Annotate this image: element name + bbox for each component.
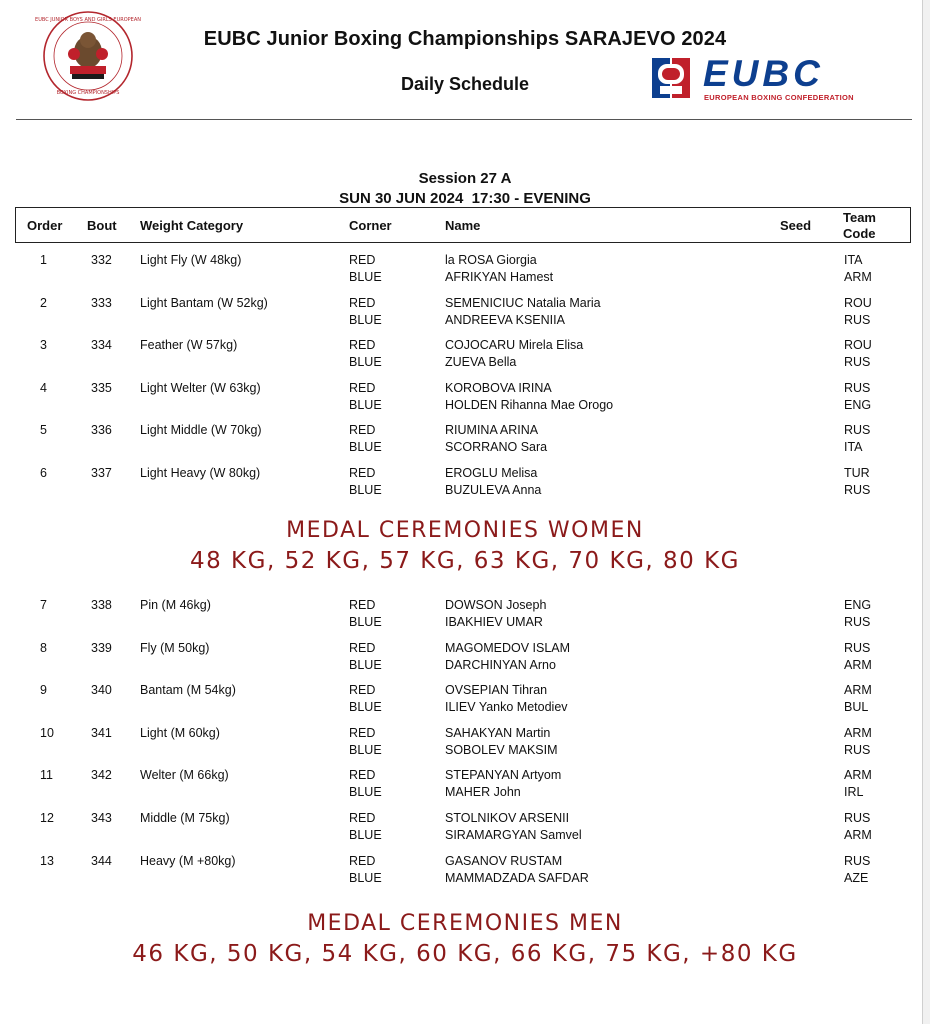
bout-row (0, 466, 930, 500)
bout-row (0, 296, 930, 330)
bout-order: 6 (40, 466, 47, 480)
blue-boxer-name: IBAKHIEV UMAR (445, 615, 543, 629)
svg-text:EUBC JUNIOR BOYS AND GIRLS EUR: EUBC JUNIOR BOYS AND GIRLS EUROPEAN (35, 17, 141, 23)
red-corner: RED (349, 853, 376, 868)
eubc-tagline: EUROPEAN BOXING CONFEDERATION (704, 93, 854, 102)
red-team-code: ROU (844, 295, 872, 310)
blue-team-code: RUS (844, 312, 871, 327)
bout-order: 12 (40, 811, 54, 825)
red-boxer-name: COJOCARU Mirela Elisa (445, 338, 584, 353)
weight-category: Light Bantam (W 52kg) (140, 295, 268, 310)
red-boxer-name: SAHAKYAN Martin (445, 725, 551, 740)
blue-corner: BLUE (349, 870, 382, 885)
bout-number: 344 (91, 853, 112, 868)
weight-category: Welter (M 66kg) (140, 768, 229, 783)
bout-order: 4 (40, 380, 47, 395)
blue-corner: BLUE (349, 742, 382, 757)
weight-category: Light Fly (W 48kg) (140, 253, 242, 267)
page-subtitle: Daily Schedule (400, 74, 530, 94)
blue-corner: BLUE (349, 397, 382, 412)
blue-corner: BLUE (349, 657, 382, 672)
svg-text:BOXING CHAMPIONSHIPS: BOXING CHAMPIONSHIPS (56, 90, 120, 96)
medal-men-classes: 46 KG, 50 KG, 54 KG, 60 KG, 66 KG, 75 KG, +80 KG (132, 941, 798, 967)
medal-women-classes: 48 KG, 52 KG, 57 KG, 63 KG, 70 KG, 80 KG (189, 548, 740, 574)
col-bout: Bout (87, 218, 117, 233)
bout-number: 336 (91, 423, 112, 438)
bout-row (0, 381, 930, 415)
weight-category: Light Heavy (W 80kg) (140, 466, 261, 480)
bout-order: 5 (40, 423, 47, 438)
blue-corner: BLUE (349, 270, 382, 284)
red-team-code: ARM (844, 768, 872, 783)
blue-boxer-name: BUZULEVA Anna (445, 483, 542, 497)
eubc-logo (652, 53, 914, 104)
bout-number: 340 (91, 683, 112, 698)
blue-corner: BLUE (349, 785, 382, 800)
red-boxer-name: SEMENICIUC Natalia Maria (445, 295, 601, 310)
red-boxer-name: STEPANYAN Artyom (445, 768, 562, 783)
bout-number: 335 (91, 380, 112, 395)
bout-row (0, 683, 930, 717)
red-corner: RED (349, 295, 376, 310)
blue-team-code: ENG (844, 397, 872, 412)
bout-order: 13 (40, 853, 54, 868)
bout-row (0, 338, 930, 372)
red-team-code: RUS (844, 853, 871, 868)
weight-category: Pin (M 46kg) (140, 598, 211, 612)
red-corner: RED (349, 683, 376, 698)
bout-number: 332 (91, 253, 112, 267)
col-corner: Corner (349, 218, 392, 233)
red-boxer-name: KOROBOVA IRINA (445, 380, 552, 395)
red-team-code: TUR (844, 466, 870, 480)
bout-number: 338 (91, 598, 112, 612)
bout-order: 10 (40, 725, 54, 740)
session-datetime: SUN 30 JUN 2024 17:30 - EVENING (339, 190, 591, 207)
red-boxer-name: DOWSON Joseph (445, 598, 547, 612)
weight-category: Light Middle (W 70kg) (140, 423, 262, 438)
red-team-code: ROU (844, 338, 872, 353)
red-team-code: ITA (844, 253, 863, 267)
red-team-code: ARM (844, 683, 872, 698)
blue-team-code: ITA (844, 440, 863, 455)
blue-boxer-name: ZUEVA Bella (445, 355, 517, 370)
blue-boxer-name: ILIEV Yanko Metodiev (445, 700, 568, 715)
col-team-line2: Code (843, 226, 876, 241)
bout-row (0, 726, 930, 760)
bout-order: 1 (40, 253, 47, 267)
blue-corner: BLUE (349, 355, 382, 370)
blue-corner: BLUE (349, 312, 382, 327)
red-boxer-name: OVSEPIAN Tihran (445, 683, 548, 698)
red-corner: RED (349, 640, 376, 655)
blue-corner: BLUE (349, 700, 382, 715)
bout-row (0, 423, 930, 457)
bout-row (0, 598, 930, 632)
bout-order: 3 (40, 338, 47, 353)
bout-number: 334 (91, 338, 112, 353)
weight-category: Fly (M 50kg) (140, 640, 210, 655)
blue-team-code: RUS (844, 483, 871, 497)
col-team-line1: Team (843, 210, 876, 225)
bout-order: 8 (40, 640, 47, 655)
red-boxer-name: GASANOV RUSTAM (445, 853, 563, 868)
bout-row (0, 768, 930, 802)
red-corner: RED (349, 811, 376, 825)
medal-men-heading: MEDAL CEREMONIES MEN (307, 911, 623, 936)
bout-order: 7 (40, 598, 47, 612)
bout-number: 343 (91, 811, 112, 825)
col-weight-category: Weight Category (140, 218, 244, 233)
blue-boxer-name: MAHER John (445, 785, 521, 800)
blue-boxer-name: DARCHINYAN Arno (445, 657, 556, 672)
eubc-glove-icon (652, 56, 692, 100)
red-team-code: ARM (844, 725, 872, 740)
blue-corner: BLUE (349, 828, 382, 842)
blue-boxer-name: SOBOLEV MAKSIM (445, 742, 558, 757)
red-boxer-name: RIUMINA ARINA (445, 423, 539, 438)
blue-corner: BLUE (349, 483, 382, 497)
bout-row (0, 641, 930, 675)
blue-team-code: ARM (844, 657, 872, 672)
header-divider (16, 119, 912, 120)
red-boxer-name: EROGLU Melisa (445, 466, 538, 480)
blue-team-code: RUS (844, 742, 871, 757)
blue-corner: BLUE (349, 440, 382, 455)
bout-number: 339 (91, 640, 112, 655)
red-team-code: RUS (844, 423, 871, 438)
red-boxer-name: la ROSA Giorgia (445, 253, 537, 267)
bout-row (0, 811, 930, 845)
red-team-code: RUS (844, 640, 871, 655)
col-seed: Seed (780, 218, 812, 233)
blue-boxer-name: AFRIKYAN Hamest (445, 270, 554, 284)
red-corner: RED (349, 253, 376, 267)
blue-team-code: ARM (844, 270, 872, 284)
bout-order: 11 (40, 768, 53, 783)
page-title: EUBC Junior Boxing Championships SARAJEVO 2024 (203, 28, 727, 50)
red-corner: RED (349, 338, 376, 353)
medal-women-heading: MEDAL CEREMONIES WOMEN (286, 518, 644, 543)
blue-boxer-name: SCORRANO Sara (445, 440, 548, 455)
blue-boxer-name: ANDREEVA KSENIIA (445, 312, 565, 327)
red-team-code: RUS (844, 380, 871, 395)
bout-number: 342 (91, 768, 112, 783)
weight-category: Light Welter (W 63kg) (140, 380, 261, 395)
blue-team-code: RUS (844, 615, 871, 629)
red-corner: RED (349, 380, 376, 395)
bout-row (0, 253, 930, 287)
col-order: Order (27, 218, 63, 233)
blue-team-code: IRL (844, 785, 864, 800)
blue-corner: BLUE (349, 615, 382, 629)
col-name: Name (445, 218, 481, 233)
weight-category: Light (M 60kg) (140, 725, 220, 740)
bout-number: 337 (91, 466, 112, 480)
red-boxer-name: MAGOMEDOV ISLAM (445, 640, 571, 655)
session-name: Session 27 A (418, 170, 512, 187)
blue-boxer-name: SIRAMARGYAN Samvel (445, 828, 582, 842)
weight-category: Bantam (M 54kg) (140, 683, 236, 698)
blue-boxer-name: MAMMADZADA SAFDAR (445, 870, 589, 885)
bout-row (0, 854, 930, 888)
red-corner: RED (349, 725, 376, 740)
weight-category: Feather (W 57kg) (140, 338, 238, 353)
red-corner: RED (349, 423, 376, 438)
svg-text:SARAJEVO 2024: SARAJEVO 2024 (70, 81, 106, 86)
weight-category: Middle (M 75kg) (140, 811, 230, 825)
bout-number: 333 (91, 295, 112, 310)
blue-team-code: AZE (844, 870, 869, 885)
bout-order: 9 (40, 683, 47, 698)
red-corner: RED (349, 466, 376, 480)
bout-order: 2 (40, 295, 47, 310)
eubc-wordmark: EUBC (703, 53, 824, 94)
red-corner: RED (349, 598, 376, 612)
blue-team-code: RUS (844, 355, 871, 370)
blue-team-code: BUL (844, 700, 869, 715)
bout-number: 341 (91, 725, 112, 740)
red-boxer-name: STOLNIKOV ARSENII (445, 811, 570, 825)
red-team-code: RUS (844, 811, 871, 825)
blue-boxer-name: HOLDEN Rihanna Mae Orogo (445, 397, 614, 412)
blue-team-code: ARM (844, 828, 872, 842)
red-corner: RED (349, 768, 376, 783)
red-team-code: ENG (844, 598, 872, 612)
weight-category: Heavy (M +80kg) (140, 853, 236, 868)
